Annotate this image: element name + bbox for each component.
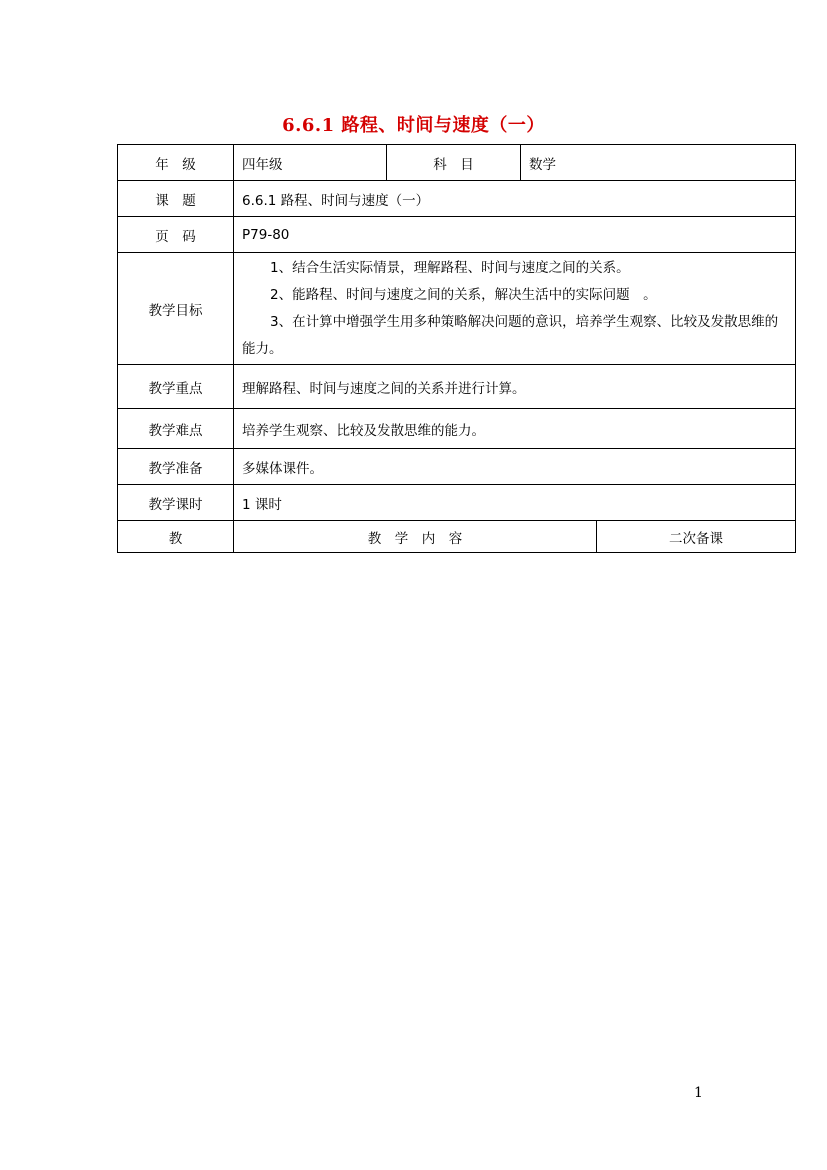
row-pages <box>118 217 796 253</box>
row-hours <box>118 485 796 521</box>
topic-value: 6.6.1 路程、时间与速度（一） <box>234 181 796 217</box>
topic-label: 课 题 <box>118 181 234 217</box>
difficulty-value: 培养学生观察、比较及发散思维的能力。 <box>234 409 796 449</box>
page-number: 1 <box>694 1085 703 1101</box>
goals-cell <box>234 253 796 365</box>
goal-item-2: 2、能路程、时间与速度之间的关系，解决生活中的实际问题 。 <box>270 286 657 303</box>
grade-label: 年 级 <box>118 145 234 181</box>
row-content-header <box>118 521 796 553</box>
lesson-plan-table <box>117 144 796 553</box>
grade-value: 四年级 <box>234 145 387 181</box>
key-point-value: 理解路程、时间与速度之间的关系并进行计算。 <box>234 365 796 409</box>
subject-label: 科 目 <box>387 145 521 181</box>
hours-label: 教学课时 <box>118 485 234 521</box>
teaching-label: 教 <box>118 521 234 553</box>
second-prep-header: 二次备课 <box>597 521 796 553</box>
row-preparation <box>118 449 796 485</box>
row-grade-subject <box>118 145 796 181</box>
row-key-point <box>118 365 796 409</box>
hours-value: 1 课时 <box>234 485 796 521</box>
pages-label: 页 码 <box>118 217 234 253</box>
subject-value: 数学 <box>521 145 796 181</box>
document-title: 6.6.1 路程、时间与速度（一） <box>282 115 545 136</box>
goal-item-3: 3、在计算中增强学生用多种策略解决问题的意识，培养学生观察、比较及发散思维的能力。 <box>242 313 779 357</box>
row-goals <box>118 253 796 365</box>
difficulty-label: 教学难点 <box>118 409 234 449</box>
pages-value: P79-80 <box>234 217 796 253</box>
goal-item-1: 1、结合生活实际情景，理解路程、时间与速度之间的关系。 <box>270 259 630 276</box>
row-topic <box>118 181 796 217</box>
teaching-content-header: 教 学 内 容 <box>234 521 597 553</box>
key-point-label: 教学重点 <box>118 365 234 409</box>
preparation-label: 教学准备 <box>118 449 234 485</box>
goals-label: 教学目标 <box>118 253 234 365</box>
preparation-value: 多媒体课件。 <box>234 449 796 485</box>
row-difficulty <box>118 409 796 449</box>
